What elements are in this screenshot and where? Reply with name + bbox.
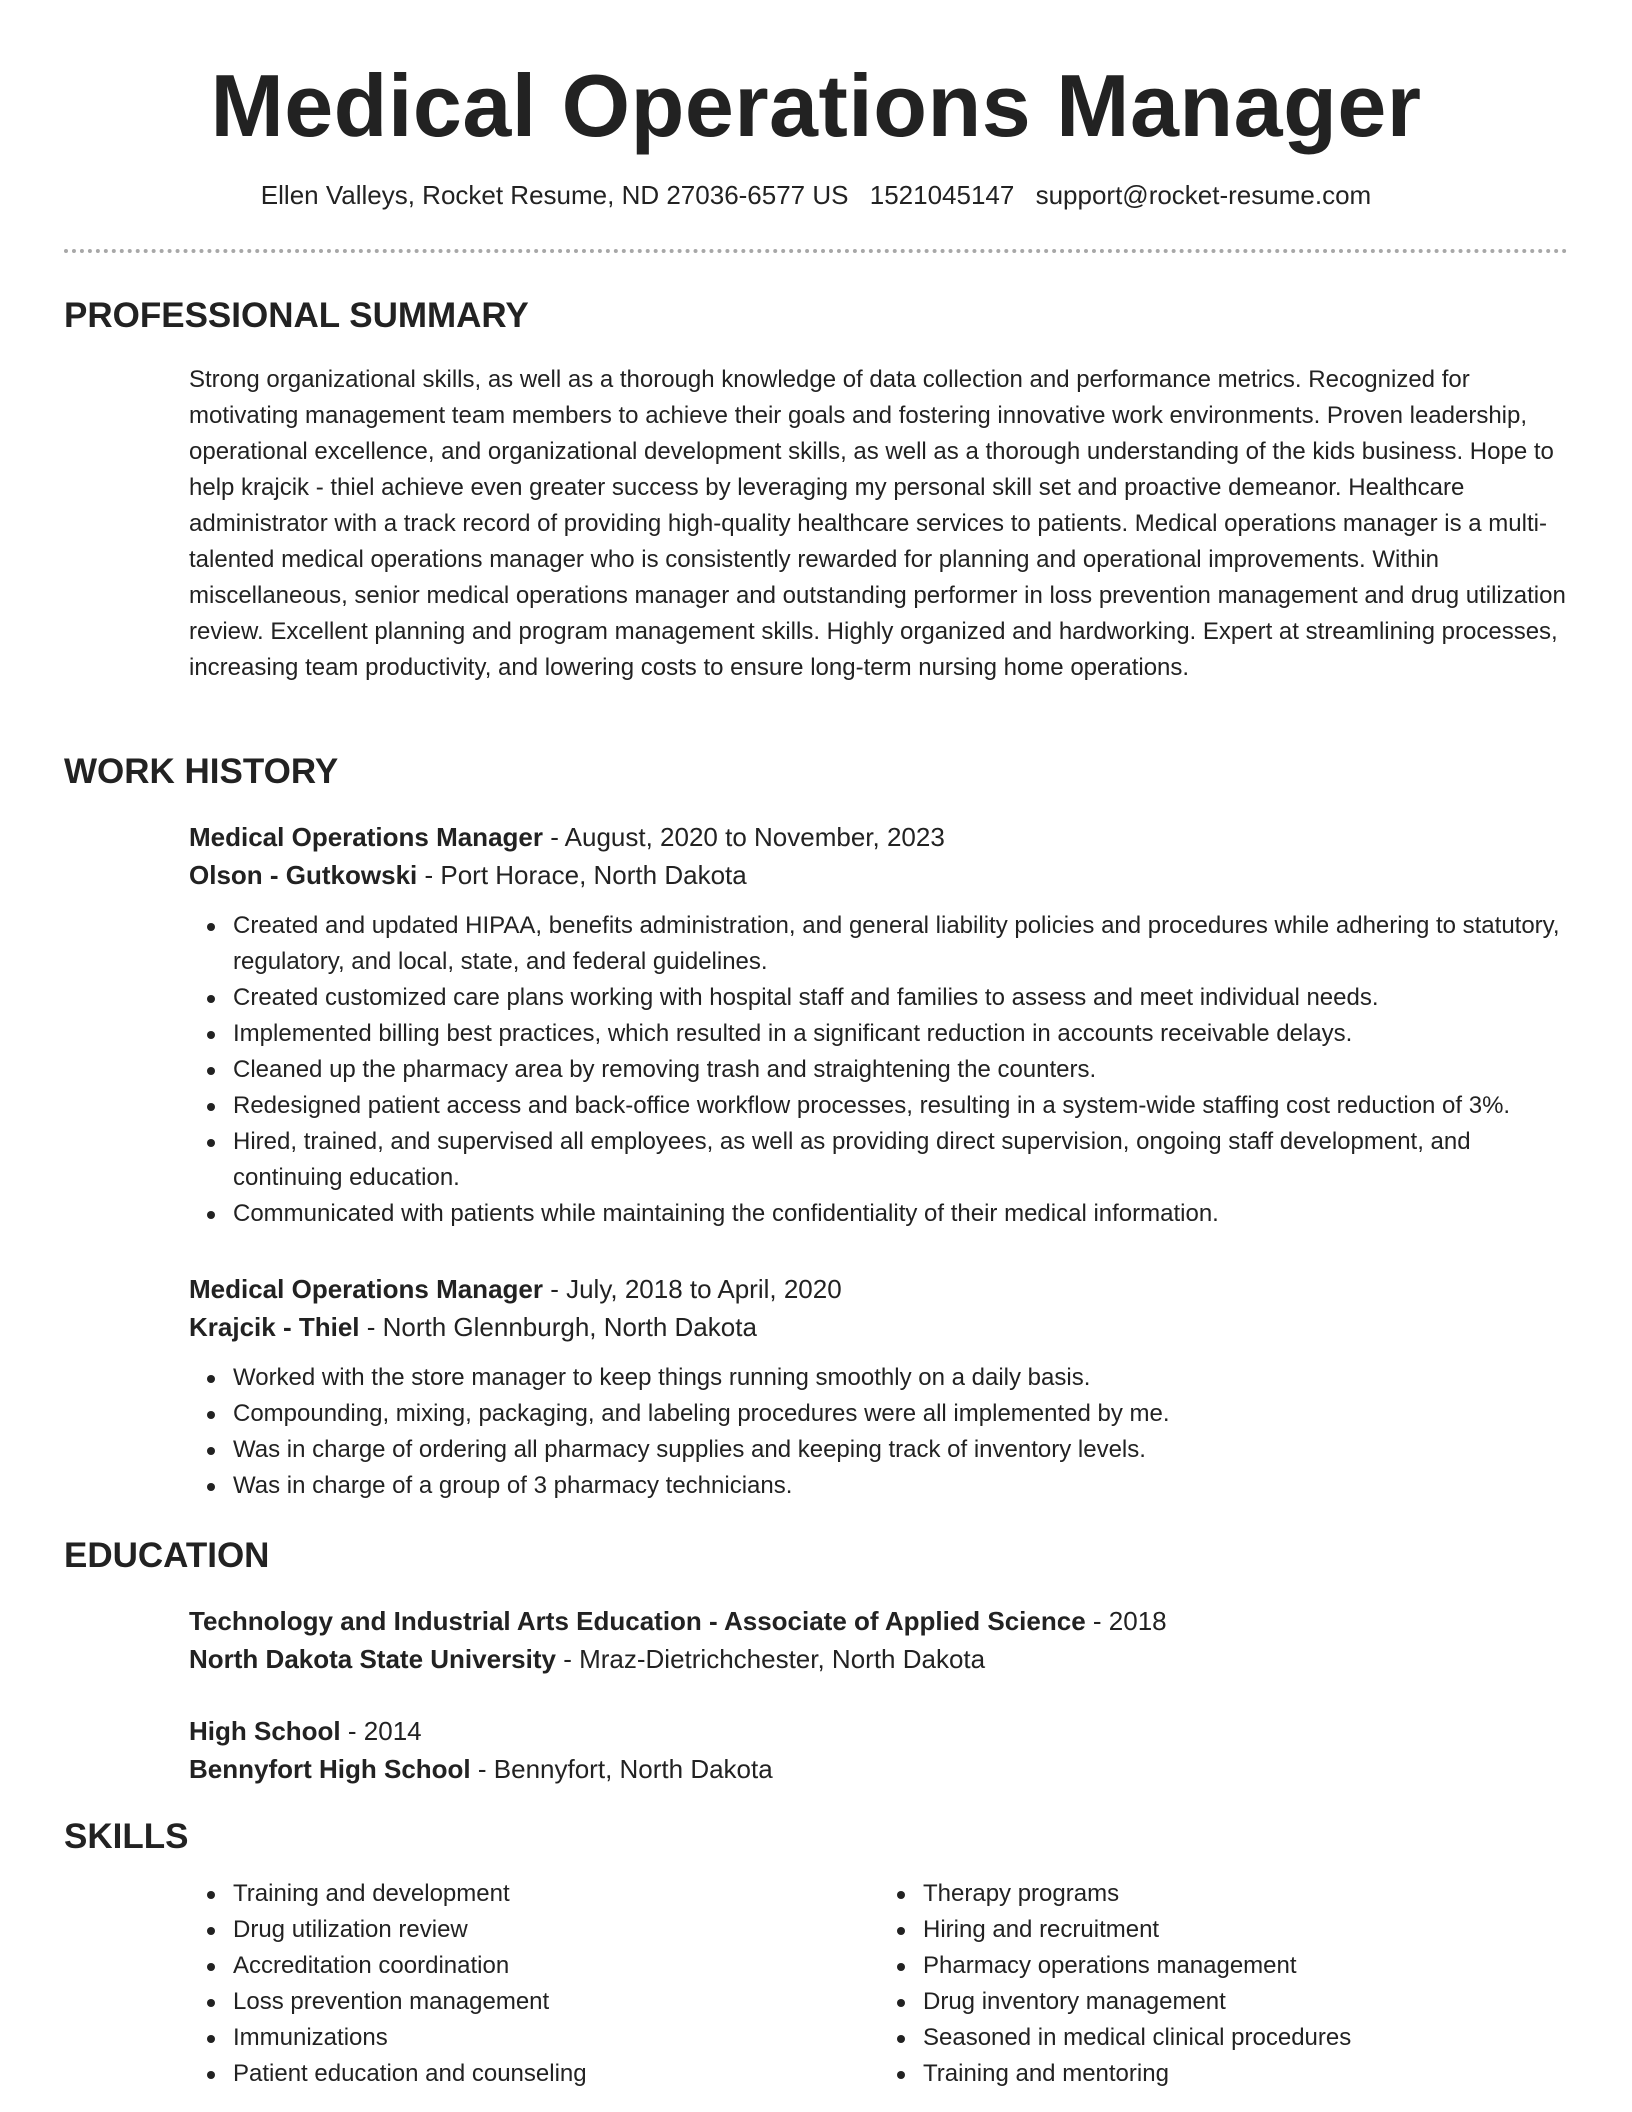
degree-name: High School	[189, 1716, 341, 1746]
skill-item: Training and development	[233, 1876, 879, 1912]
contact-address: Ellen Valleys, Rocket Resume, ND 27036-6577 US	[260, 180, 849, 210]
job-title-line	[189, 1270, 1569, 1308]
list-item: Hired, trained, and supervised all employees, as well as providing direct supervision, ongoing staff development, and continuing education.	[233, 1124, 1569, 1196]
job-bullets	[189, 1360, 1569, 1504]
skill-item: Immunizations	[233, 2020, 879, 2056]
skill-item: Loss prevention management	[233, 1984, 879, 2020]
list-item: Was in charge of a group of 3 pharmacy technicians.	[233, 1468, 1569, 1504]
job-company-line	[189, 856, 1569, 894]
job-entry	[189, 1270, 1569, 1504]
degree-year: - 2018	[1085, 1606, 1167, 1636]
contact-info	[0, 180, 1632, 211]
list-item: Redesigned patient access and back-office workflow processes, resulting in a system-wide staffing cost reduction of 3%.	[233, 1088, 1569, 1124]
degree-name: Technology and Industrial Arts Education - Associate of Applied Science	[189, 1606, 1086, 1636]
job-dates: - July, 2018 to April, 2020	[542, 1274, 842, 1304]
skill-item: Patient education and counseling	[233, 2056, 879, 2092]
school-name: Bennyfort High School	[189, 1754, 471, 1784]
resume-title: Medical Operations Manager	[210, 56, 1422, 155]
summary-section	[189, 362, 1569, 686]
job-company: Krajcik - Thiel	[189, 1312, 360, 1342]
degree-year: - 2014	[340, 1716, 422, 1746]
skill-item: Therapy programs	[923, 1876, 1569, 1912]
degree-line	[189, 1602, 1569, 1640]
skill-item: Accreditation coordination	[233, 1948, 879, 1984]
school-line	[189, 1750, 1569, 1788]
skill-item: Seasoned in medical clinical procedures	[923, 2020, 1569, 2056]
header-divider	[64, 249, 1568, 253]
contact-phone: 1521045147	[869, 180, 1015, 210]
education-heading: EDUCATION	[64, 1536, 270, 1575]
skill-item: Hiring and recruitment	[923, 1912, 1569, 1948]
summary-heading: PROFESSIONAL SUMMARY	[64, 296, 529, 335]
skills-heading: SKILLS	[64, 1817, 189, 1856]
school-line	[189, 1640, 1569, 1678]
school-location: - Mraz-Dietrichchester, North Dakota	[555, 1644, 986, 1674]
list-item: Created and updated HIPAA, benefits administration, and general liability policies and procedures while adhering to statutory, regulatory, and local, state, and federal guidelines.	[233, 908, 1569, 980]
summary-text: Strong organizational skills, as well as a thorough knowledge of data collection and performance metrics. Recognized for motivating management team members to achieve their goals and fostering innovative work environments. Proven leadership, operational excellence, and organizational development skills, as well as a thorough understanding of the kids business. Hope to help krajcik - thiel achieve even greater success by leveraging my personal skill set and proactive demeanor. Healthcare administrator with a track record of providing high-quality healthcare services to patients. Medical operations manager is a multi-talented medical operations manager who is consistently rewarded for planning and operational improvements. Within miscellaneous, senior medical operations manager and outstanding performer in loss prevention management and drug utilization review. Excellent planning and program management skills. Highly organized and hardworking. Expert at streamlining processes, increasing team productivity, and lowering costs to ensure long-term nursing home operations.	[189, 366, 1566, 681]
job-location: - Port Horace, North Dakota	[417, 860, 747, 890]
list-item: Communicated with patients while maintaining the confidentiality of their medical information.	[233, 1196, 1569, 1232]
school-name: North Dakota State University	[189, 1644, 556, 1674]
list-item: Created customized care plans working with hospital staff and families to assess and meet individual needs.	[233, 980, 1569, 1016]
education-entry	[189, 1602, 1569, 1678]
list-item: Compounding, mixing, packaging, and labeling procedures were all implemented by me.	[233, 1396, 1569, 1432]
list-item: Implemented billing best practices, which resulted in a significant reduction in accounts receivable delays.	[233, 1016, 1569, 1052]
education-entry	[189, 1712, 1569, 1788]
work-history-heading: WORK HISTORY	[64, 752, 339, 791]
skill-item: Pharmacy operations management	[923, 1948, 1569, 1984]
school-location: - Bennyfort, North Dakota	[470, 1754, 773, 1784]
skills-column-left	[189, 1876, 879, 2092]
job-dates: - August, 2020 to November, 2023	[542, 822, 945, 852]
job-company-line	[189, 1308, 1569, 1346]
skills-list	[189, 1876, 1569, 2092]
job-title-line	[189, 818, 1569, 856]
skills-column-right	[879, 1876, 1569, 2092]
job-role: Medical Operations Manager	[189, 1274, 543, 1304]
list-item: Was in charge of ordering all pharmacy supplies and keeping track of inventory levels.	[233, 1432, 1569, 1468]
job-role: Medical Operations Manager	[189, 822, 543, 852]
job-bullets	[189, 908, 1569, 1232]
job-entry	[189, 818, 1569, 1232]
skill-item: Training and mentoring	[923, 2056, 1569, 2092]
skill-item: Drug inventory management	[923, 1984, 1569, 2020]
contact-email: support@rocket-resume.com	[1035, 180, 1372, 210]
job-company: Olson - Gutkowski	[189, 860, 418, 890]
list-item: Cleaned up the pharmacy area by removing trash and straightening the counters.	[233, 1052, 1569, 1088]
job-location: - North Glennburgh, North Dakota	[359, 1312, 757, 1342]
list-item: Worked with the store manager to keep things running smoothly on a daily basis.	[233, 1360, 1569, 1396]
skill-item: Drug utilization review	[233, 1912, 879, 1948]
degree-line	[189, 1712, 1569, 1750]
